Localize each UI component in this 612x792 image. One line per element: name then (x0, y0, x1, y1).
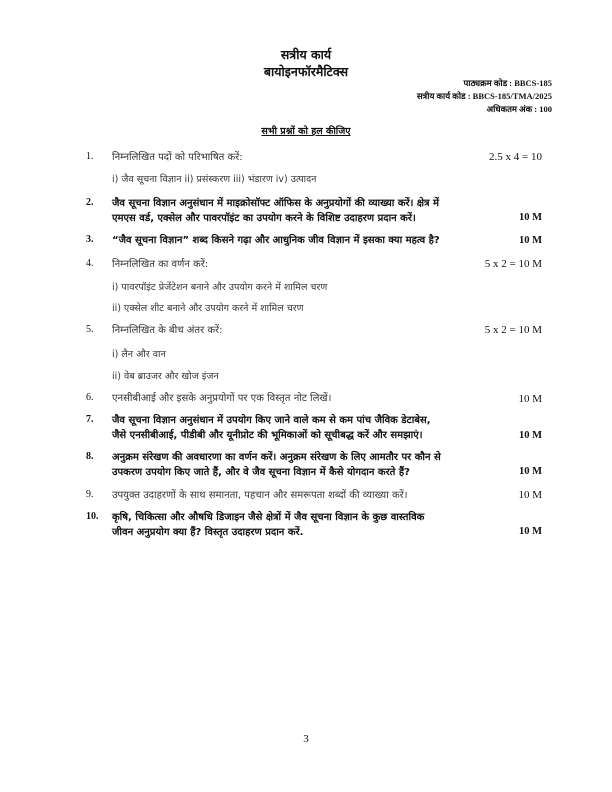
question-marks: 10 M (518, 489, 542, 501)
question-number: 8. (86, 451, 94, 462)
question-text-line: जैव सूचना विज्ञान अनुसंधान में उपयोग किए जाने वाले कम से कम पांच जैविक डेटाबेस, (112, 415, 431, 426)
question-subitem: ii) वेब ब्राउजर और खोज इंजन (112, 371, 219, 382)
question-number: 9. (86, 489, 94, 500)
question-marks: 10 M (518, 526, 542, 537)
question-options: i) जैव सूचना विज्ञान ii) प्रसंस्करण iii) भंडारण iv) उत्पादन (112, 174, 317, 185)
instruction: सभी प्रश्नों को हल कीजिए (261, 126, 351, 137)
question-text-line: जैव सूचना विज्ञान अनुसंधान में माइक्रोसॉफ्ट ऑफिस के अनुप्रयोगों की व्याख्या करें। क्षेत्र में (112, 198, 440, 209)
question-text: निम्नलिखित पदों को परिभाषित करें: (112, 152, 243, 163)
question-marks: 10 M (518, 430, 542, 441)
question-marks: 5 x 2 = 10 M (484, 324, 542, 336)
question-number: 4. (86, 258, 94, 269)
question-number: 5. (86, 324, 94, 335)
max-marks: अधिकतम अंक : 100 (486, 104, 552, 114)
question-marks: 10 M (518, 393, 542, 405)
question-marks: 5 x 2 = 10 M (484, 258, 542, 270)
question-text: निम्नलिखित का वर्णन करें: (112, 259, 209, 270)
question-number: 1. (86, 151, 94, 162)
question-text-line: उपकरण उपयोग किए जाते हैं, और वे जैव सूचना विज्ञान में कैसे योगदान करते हैं? (112, 467, 410, 478)
question-text-line: कृषि, चिकित्सा और औषधि डिजाइन जैसे क्षेत्रों में जैव सूचना विज्ञान के कुछ वास्तविक (112, 512, 425, 523)
document-title: सत्रीय कार्य (280, 47, 332, 62)
question-text-line: जीवन अनुप्रयोग क्या हैं? विस्तृत उदाहरण प्रदान करें. (112, 527, 304, 538)
question-text-line: जैसे एनसीबीआई, पीडीबी और यूनीप्रोट की भूमिकाओं को सूचीबद्ध करें और समझाएं। (112, 430, 423, 441)
question-marks: 2.5 x 4 = 10 (489, 151, 542, 163)
question-number: 10. (86, 511, 99, 522)
question-text: “जैव सूचना विज्ञान” शब्द किसने गढ़ा और आधुनिक जीव विज्ञान में इसका क्या महत्व है? (112, 235, 440, 246)
question-number: 3. (86, 234, 94, 245)
assignment-code: सत्रीय कार्य कोड : BBCS-185/TMA/2025 (416, 91, 552, 101)
question-marks: 10 M (518, 235, 542, 246)
page-number: 3 (303, 733, 309, 745)
question-number: 7. (86, 414, 94, 425)
question-text: निम्नलिखित के बीच अंतर करें: (112, 325, 223, 336)
document-subtitle: बायोइनफॉरमैटिक्स (263, 64, 349, 79)
question-text-line: अनुक्रम संरेखण की अवधारणा का वर्णन करें। अनुक्रम संरेखण के लिए आमतौर पर कौन से (112, 452, 441, 463)
question-text: उपयुक्त उदाहरणों के साथ समानता, पहचान और समरूपता शब्दों की व्याख्या करें। (112, 490, 408, 501)
question-marks: 10 M (518, 466, 542, 477)
question-text: एनसीबीआई और इसके अनुप्रयोगों पर एक विस्तृत नोट लिखें। (112, 393, 332, 404)
question-number: 6. (86, 392, 94, 403)
course-code: पाठ्यक्रम कोड : BBCS-185 (463, 78, 552, 88)
question-subitem: i) पावरपॉइंट प्रेजेंटेशन बनाने और उपयोग करने में शामिल चरण (112, 282, 328, 293)
question-marks: 10 M (518, 212, 542, 223)
question-text-line: एमएस वर्ड, एक्सेल और पावरपॉइंट का उपयोग करने के विशिष्ट उदाहरण प्रदान करें। (112, 213, 416, 224)
question-subitem: ii) एक्सेल शीट बनाने और उपयोग करने में शामिल चरण (112, 303, 304, 314)
question-number: 2. (86, 197, 94, 208)
question-subitem: i) लैन और वान (112, 349, 166, 360)
